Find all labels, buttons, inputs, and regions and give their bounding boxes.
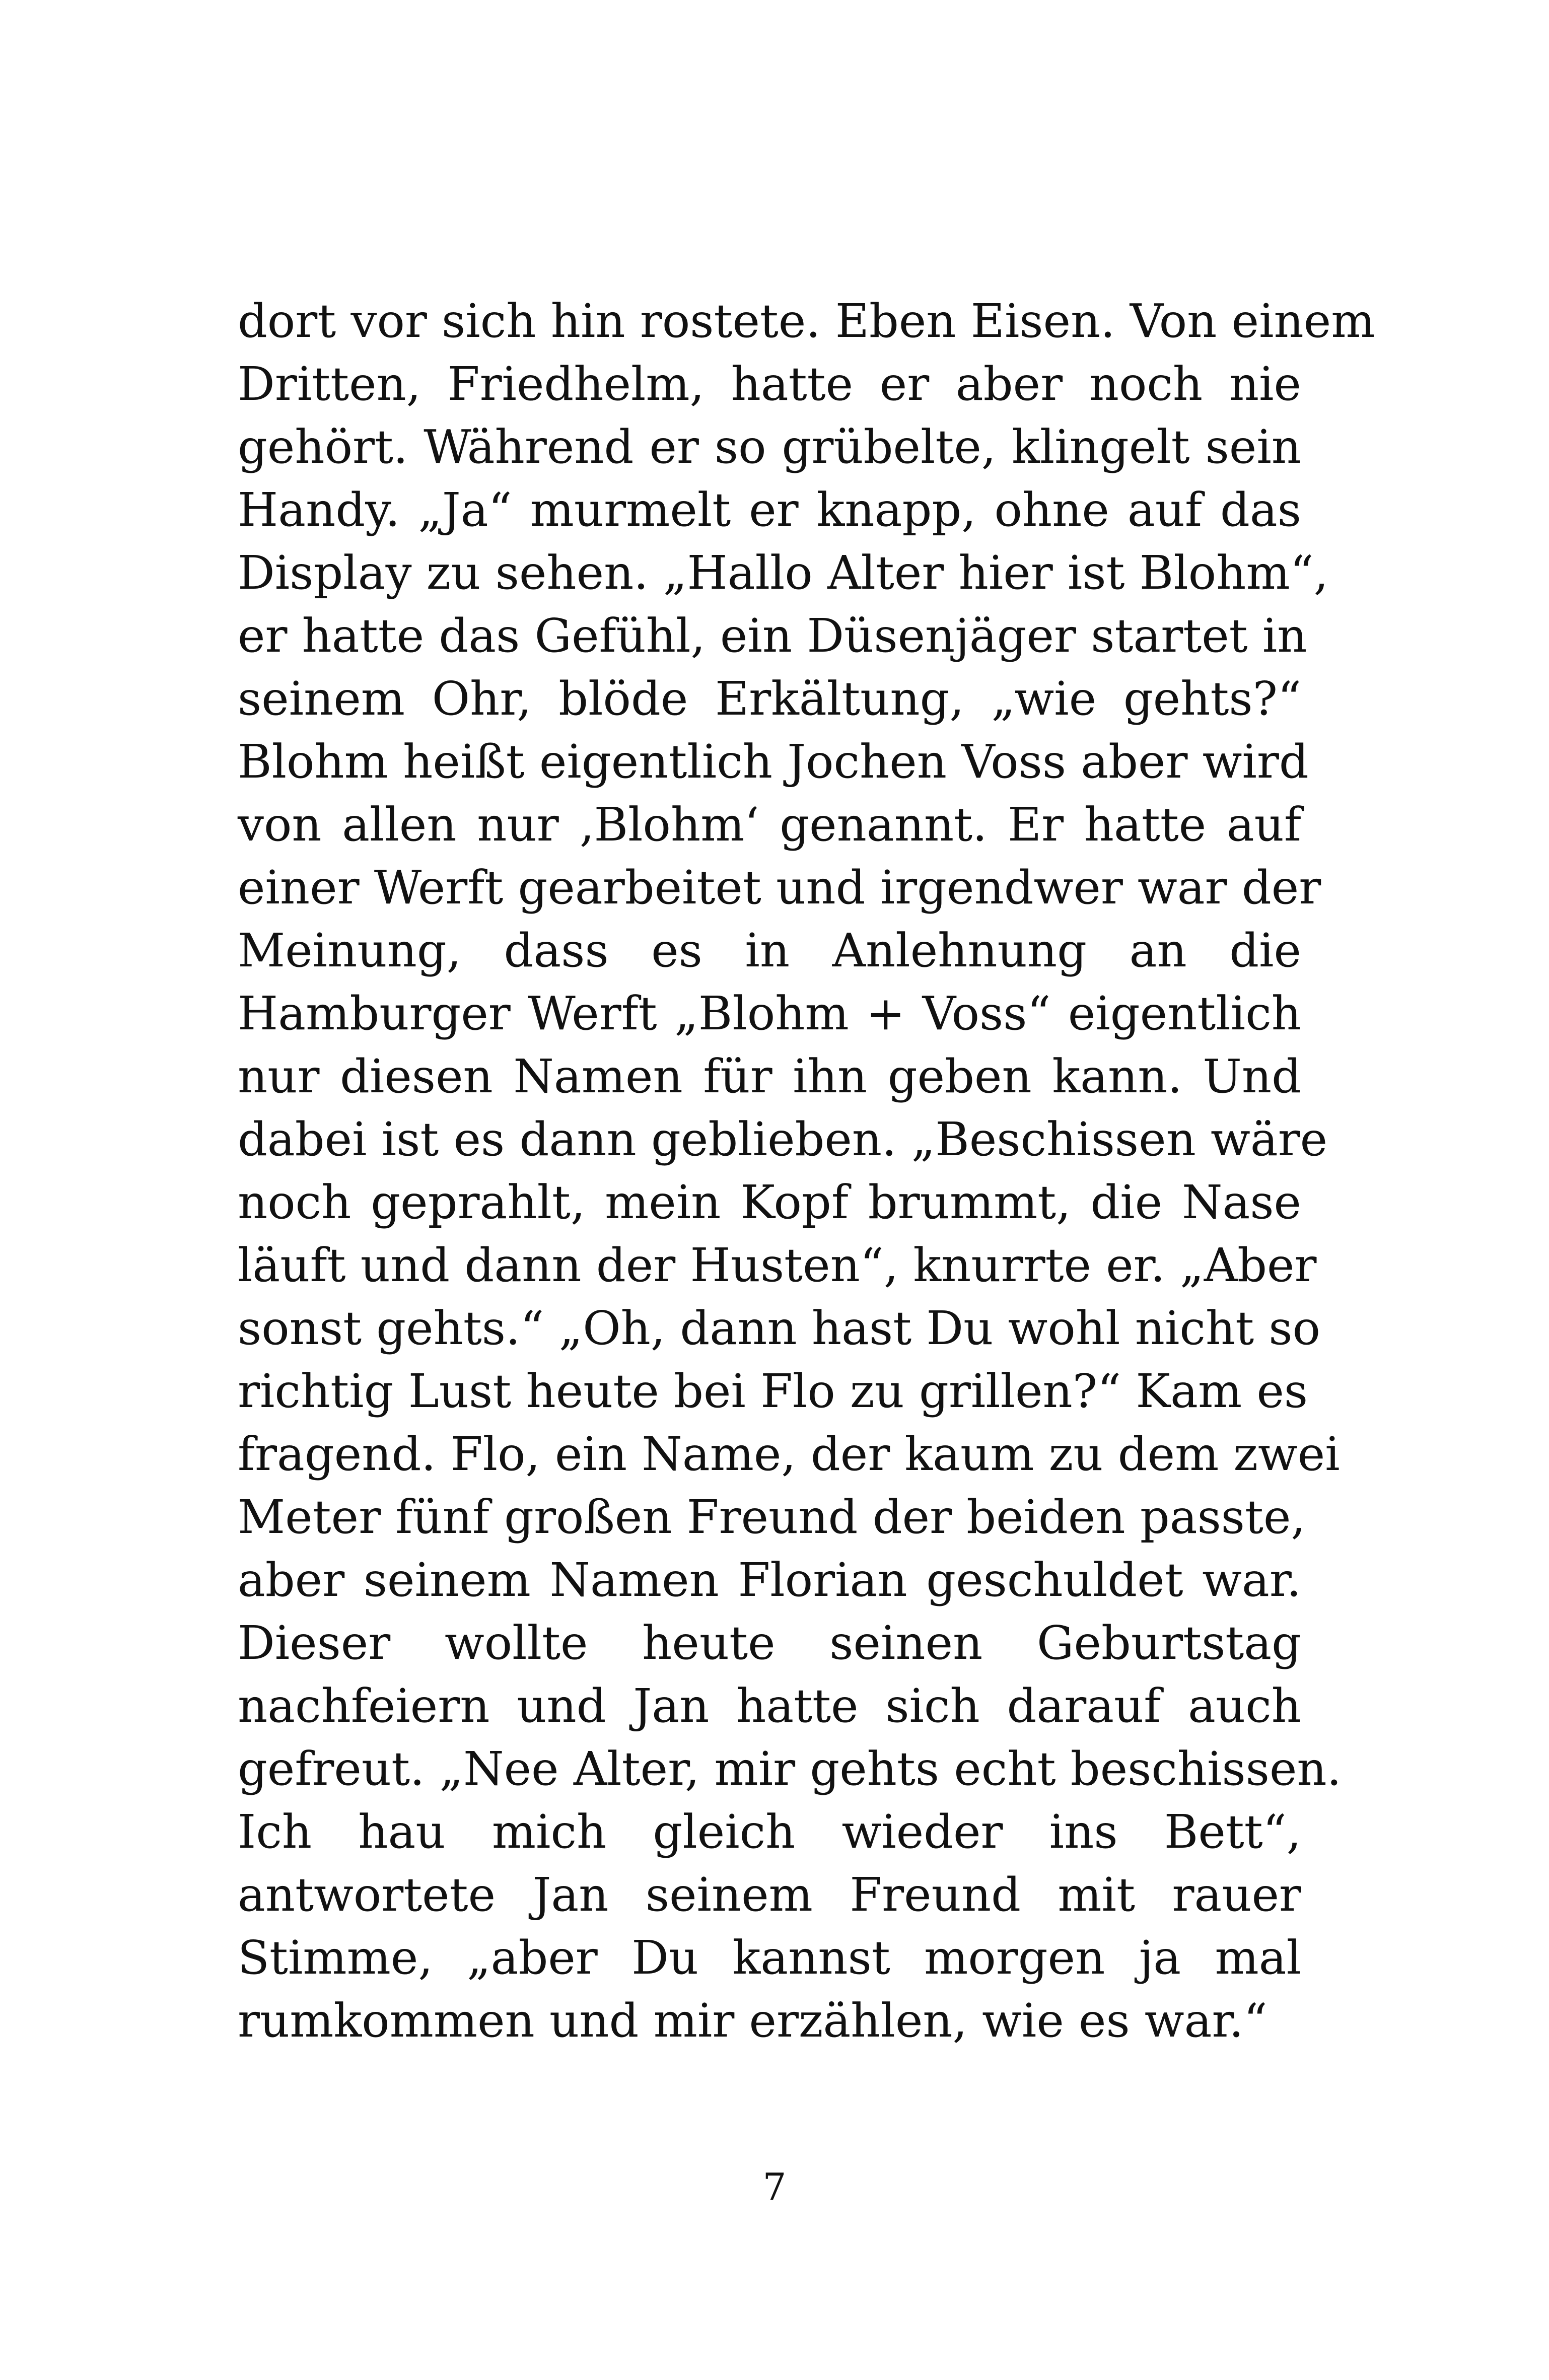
text-line: nur diesen Namen für ihn geben kann. Und (238, 1049, 1301, 1103)
text-line: dort vor sich hin rostete. Eben Eisen. Von einem (238, 294, 1375, 348)
text-line: dabei ist es dann geblieben. „Beschissen wäre (238, 1112, 1328, 1166)
text-line: Hamburger Werft „Blohm + Voss“ eigentlich (238, 987, 1301, 1040)
text-line: antwortete Jan seinem Freund mit rauer (238, 1868, 1301, 1922)
text-line: Dieser wollte heute seinen Geburtstag (238, 1616, 1301, 1670)
text-line: rumkommen und mir erzählen, wie es war.“ (238, 1994, 1268, 2048)
text-line: er hatte das Gefühl, ein Düsenjäger startet in (238, 609, 1307, 663)
text-line: Meinung, dass es in Anlehnung an die (238, 924, 1301, 977)
text-line: fragend. Flo, ein Name, der kaum zu dem zwei (238, 1427, 1340, 1481)
text-line: Display zu sehen. „Hallo Alter hier ist Blohm“, (238, 546, 1328, 600)
text-line: seinem Ohr, blöde Erkältung, „wie gehts?“ (238, 672, 1301, 726)
text-line: Meter fünf großen Freund der beiden passte, (238, 1490, 1306, 1544)
text-line: aber seinem Namen Florian geschuldet war. (238, 1553, 1301, 1607)
text-line: Ich hau mich gleich wieder ins Bett“, (238, 1805, 1301, 1859)
text-line: Blohm heißt eigentlich Jochen Voss aber wird (238, 735, 1309, 789)
text-line: gefreut. „Nee Alter, mir gehts echt beschissen. (238, 1742, 1342, 1796)
text-line: gehört. Während er so grübelte, klingelt sein (238, 420, 1301, 474)
text-line: noch geprahlt, mein Kopf brummt, die Nase (238, 1175, 1301, 1229)
text-line: Dritten, Friedhelm, hatte er aber noch nie (238, 357, 1301, 411)
text-line: einer Werft gearbeitet und irgendwer war der (238, 861, 1321, 915)
text-line: Stimme, „aber Du kannst morgen ja mal (238, 1931, 1301, 1985)
text-line: von allen nur ‚Blohm‘ genannt. Er hatte auf (238, 798, 1301, 852)
text-line: läuft und dann der Husten“, knurrte er. „Aber (238, 1238, 1317, 1292)
body-text (238, 290, 1375, 2052)
text-line: Handy. „Ja“ murmelt er knapp, ohne auf das (238, 483, 1301, 537)
text-line: nachfeiern und Jan hatte sich darauf auch (238, 1679, 1301, 1733)
text-line: richtig Lust heute bei Flo zu grillen?“ Kam es (238, 1364, 1308, 1418)
page-number: 7 (762, 2165, 787, 2209)
text-line: sonst gehts.“ „Oh, dann hast Du wohl nicht so (238, 1301, 1321, 1355)
